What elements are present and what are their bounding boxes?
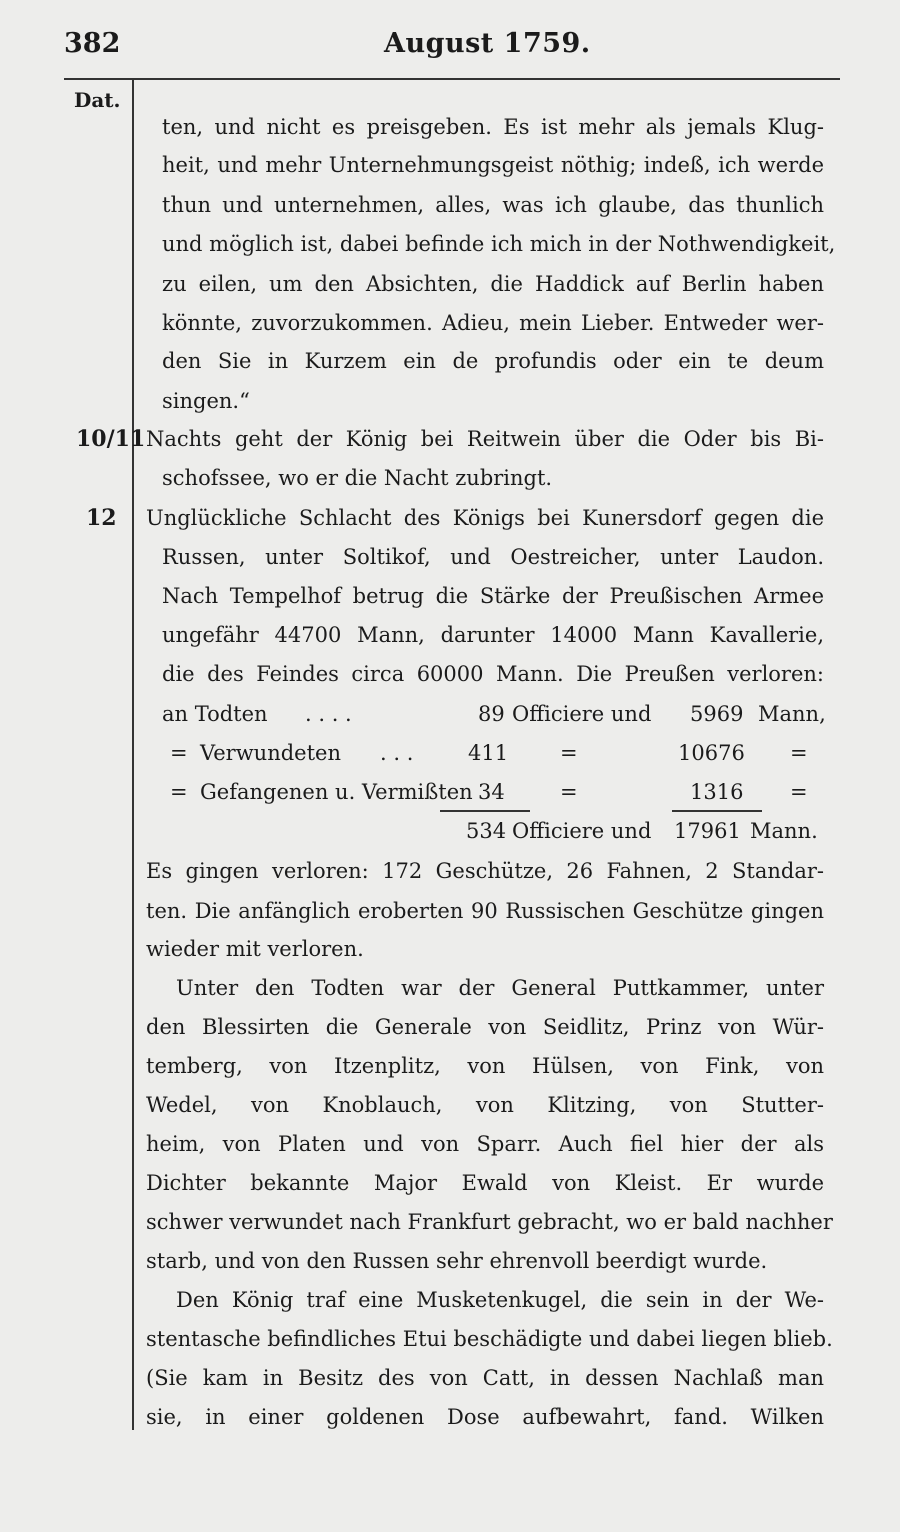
- text-line: temberg, von Itzenplitz, von Hülsen, von Fink, von: [146, 1054, 824, 1078]
- officers-total: 534: [466, 819, 507, 843]
- row-label: an Todten: [162, 702, 268, 726]
- text-line: starb, und von den Russen sehr ehrenvoll beerdigt wurde.: [146, 1249, 768, 1273]
- row-dots: . . . .: [305, 702, 352, 726]
- date-column-rule: [132, 80, 134, 1430]
- text-line: Den König traf eine Musketenkugel, die sein in der We-: [176, 1288, 824, 1312]
- text-line: den Blessirten die Generale von Seidlitz, Prinz von Wür-: [146, 1015, 824, 1039]
- men-total: 17961: [674, 819, 741, 843]
- officers-count: 89: [478, 702, 505, 726]
- officers-count: 411: [468, 741, 509, 765]
- page-number: 382: [64, 28, 121, 59]
- row-label: Gefangenen u. Vermißten: [200, 780, 473, 804]
- officers-unit: Officiere und: [512, 702, 652, 726]
- date-12: 12: [86, 505, 117, 531]
- men-count: 1316: [690, 780, 744, 804]
- text-line: sie, in einer goldenen Dose aufbewahrt, fand. Wilken: [146, 1405, 824, 1429]
- text-line: Russen, unter Soltikof, und Oestreicher, unter Laudon.: [162, 545, 824, 569]
- text-line: Unter den Todten war der General Puttkammer, unter: [176, 976, 824, 1000]
- ditto-mark: =: [170, 780, 188, 804]
- text-line: singen.“: [162, 389, 250, 413]
- text-line: könnte, zuvorzukommen. Adieu, mein Lieber. Entweder wer-: [162, 311, 824, 335]
- men-count: 10676: [678, 741, 745, 765]
- text-line: ten, und nicht es preisgeben. Es ist mehr als jemals Klug-: [162, 115, 824, 139]
- officers-unit: Officiere und: [512, 819, 652, 843]
- date-column-label: Dat.: [74, 88, 121, 112]
- ditto-mark: =: [170, 741, 188, 765]
- text-line: Dichter bekannte Major Ewald von Kleist. Er wurde: [146, 1171, 824, 1195]
- text-line: und möglich ist, dabei befinde ich mich in der Nothwendigkeit,: [162, 232, 836, 256]
- officers-count: 34: [478, 780, 505, 804]
- date-10-11: 10/11: [76, 426, 146, 452]
- text-line: zu eilen, um den Absichten, die Haddick auf Berlin haben: [162, 272, 824, 296]
- text-line: thun und unternehmen, alles, was ich glaube, das thunlich: [162, 193, 824, 217]
- text-line: schofssee, wo er die Nacht zubringt.: [162, 466, 553, 490]
- text-line: Nach Tempelhof betrug die Stärke der Preußischen Armee: [162, 584, 824, 608]
- text-line: (Sie kam in Besitz des von Catt, in dessen Nachlaß man: [146, 1366, 824, 1390]
- sum-rule-officers: [440, 810, 530, 812]
- page-header: [64, 28, 840, 68]
- men-unit: Mann,: [758, 702, 826, 726]
- text-line: Unglückliche Schlacht des Königs bei Kunersdorf gegen die: [146, 506, 824, 530]
- officers-ditto: =: [560, 741, 578, 765]
- row-dots: . . .: [380, 741, 414, 765]
- text-line: ungefähr 44700 Mann, darunter 14000 Mann Kavallerie,: [162, 623, 824, 647]
- row-label: Verwundeten: [200, 741, 341, 765]
- text-line: die des Feindes circa 60000 Mann. Die Preußen verloren:: [162, 662, 824, 686]
- text-line: heit, und mehr Unternehmungsgeist nöthig; indeß, ich werde: [162, 153, 824, 177]
- text-line: Es gingen verloren: 172 Geschütze, 26 Fahnen, 2 Standar-: [146, 859, 824, 883]
- text-line: schwer verwundet nach Frankfurt gebracht, wo er bald nachher: [146, 1210, 833, 1234]
- running-head: August 1759.: [384, 28, 591, 59]
- men-unit: Mann.: [750, 819, 818, 843]
- text-line: ten. Die anfänglich eroberten 90 Russischen Geschütze gingen: [146, 899, 824, 923]
- header-rule: [64, 78, 840, 80]
- men-ditto: =: [790, 741, 808, 765]
- sum-rule-men: [672, 810, 762, 812]
- officers-ditto: =: [560, 780, 578, 804]
- text-line: den Sie in Kurzem ein de profundis oder ein te deum: [162, 349, 824, 373]
- text-line: Nachts geht der König bei Reitwein über die Oder bis Bi-: [146, 427, 824, 451]
- men-ditto: =: [790, 780, 808, 804]
- text-line: wieder mit verloren.: [146, 937, 364, 961]
- men-count: 5969: [690, 702, 744, 726]
- text-line: Wedel, von Knoblauch, von Klitzing, von Stutter-: [146, 1093, 824, 1117]
- text-line: heim, von Platen und von Sparr. Auch fiel hier der als: [146, 1132, 824, 1156]
- text-line: stentasche befindliches Etui beschädigte und dabei liegen blieb.: [146, 1327, 833, 1351]
